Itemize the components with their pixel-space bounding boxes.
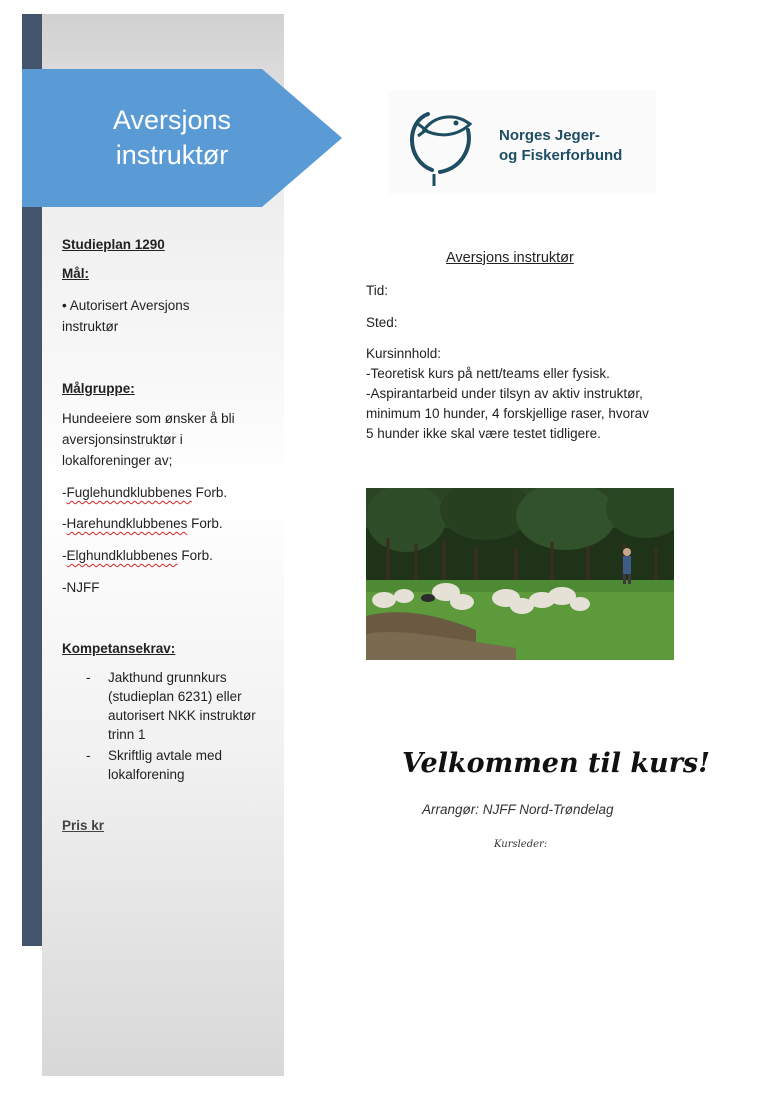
group-item-2: -Harehundklubbenes Forb.: [62, 516, 223, 531]
logo-wordmark: Norges Jeger- og Fiskerforbund: [499, 127, 623, 164]
kursinnhold-line: -Teoretisk kurs på nett/teams eller fysisk.: [366, 366, 610, 381]
kursleder-text: Kursleder:: [494, 839, 548, 850]
page-title: Aversjons instruktør: [446, 250, 574, 266]
kursinnhold-line: 5 hunder ikke skal være testet tidligere.: [366, 426, 601, 441]
arranger-text: Arrangør: NJFF Nord-Trøndelag: [422, 802, 614, 817]
sheep-photo: [366, 488, 674, 660]
banner-title: Aversjons instruktør: [112, 105, 232, 170]
pris-label: Pris kr: [62, 818, 105, 833]
title-banner: [22, 69, 342, 207]
kursinnhold-label: Kursinnhold:: [366, 346, 442, 361]
maalgruppe-text: Hundeeiere som ønsker å bli aversjonsinstruktør i lokalforeninger av;: [62, 411, 235, 468]
maal-heading: Mål:: [62, 266, 89, 281]
welcome-text: Velkommen til kurs!: [402, 748, 710, 779]
tid-label: Tid:: [366, 283, 389, 298]
kompetanse-list: [86, 668, 276, 786]
sheep-herding-image: [366, 488, 674, 660]
studieplan-label: Studieplan 1290: [62, 237, 165, 252]
kompetanse-heading: Kompetansekrav:: [62, 641, 176, 656]
kursinnhold-line: minimum 10 hunder, 4 forskjellige raser, hvorav: [366, 406, 649, 421]
kursinnhold-line: -Aspirantarbeid under tilsyn av aktiv instruktør,: [366, 386, 643, 401]
fish-logo-icon: [388, 90, 488, 194]
list-item: - Skriftlig avtale med lokalforening: [86, 748, 223, 782]
maalgruppe-heading: Målgruppe:: [62, 381, 135, 396]
maal-item: • Autorisert Aversjons instruktør: [62, 298, 190, 334]
njff-logo: [388, 90, 656, 194]
sted-label: Sted:: [366, 315, 398, 330]
group-item-4: -NJFF: [62, 580, 100, 595]
group-item-1: -Fuglehundklubbenes Forb.: [62, 485, 228, 500]
list-item: - Jakthund grunnkurs (studieplan 6231) eller autorisert NKK instruktør trinn 1: [86, 670, 256, 742]
group-item-3: -Elghundklubbenes Forb.: [62, 548, 213, 563]
